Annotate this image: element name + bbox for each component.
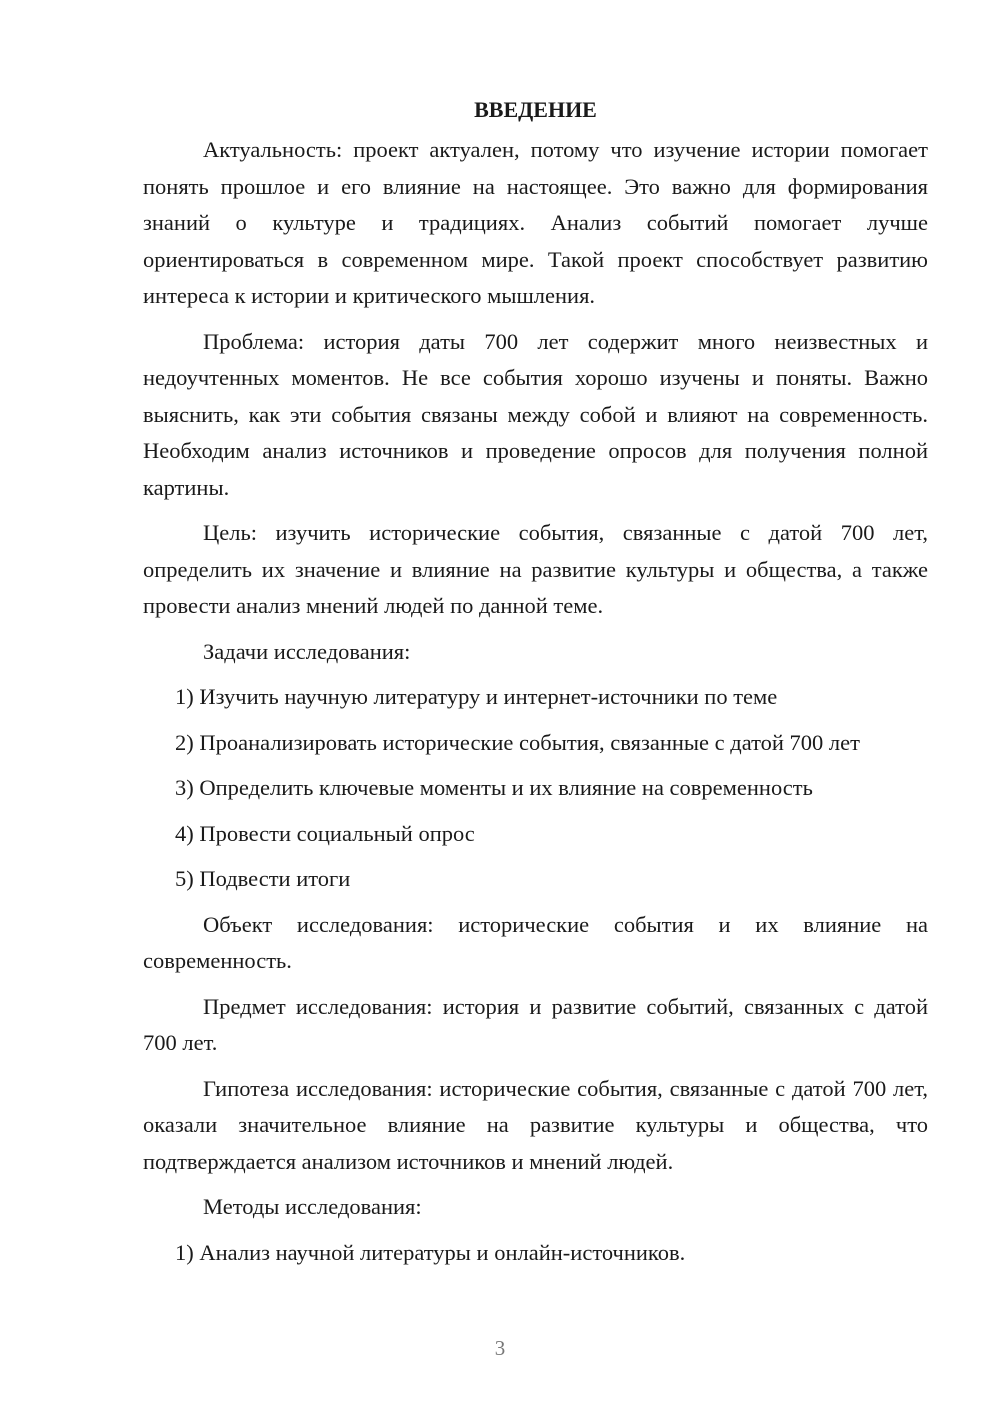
- methods-heading: Методы исследования:: [203, 1194, 422, 1219]
- task-item: 1) Изучить научную литературу и интернет-источники по теме: [175, 684, 778, 709]
- task-item: 2) Проанализировать исторические события, связанные с датой 700 лет: [175, 729, 860, 755]
- goal-paragraph: Цель: изучить исторические события, связанные с датой 700 лет, определить их значение и влияние на развитие культуры и общества, а также провести анализ мнений людей по данной теме.: [143, 520, 928, 618]
- hypothesis-paragraph: Гипотеза исследования: исторические события, связанные с датой 700 лет, оказали значительное влияние на развитие культуры и общества, что подтверждается анализом источников и мнений людей.: [143, 1075, 928, 1174]
- relevance-paragraph: Актуальность: проект актуален, потому что изучение истории помогает понять прошлое и его влияние на настоящее. Это важно для формирования знаний о культуре и традициях. Анализ событий помогает лучше ориентироваться в современном мире. Такой проект способствует развитию интереса к истории и критического мышления.: [143, 137, 928, 308]
- subject-paragraph: Предмет исследования: история и развитие событий, связанных с датой 700 лет.: [143, 993, 928, 1055]
- task-item: 4) Провести социальный опрос: [175, 820, 475, 846]
- problem-paragraph: Проблема: история даты 700 лет содержит много неизвестных и недоучтенных моментов. Не все события хорошо изучены и поняты. Важно выяснить, как эти события связаны между собой и влияют на современность. Необходим анализ источников и проведение опросов для получения полной картины.: [143, 328, 928, 500]
- section-title: ВВЕДЕНИЕ: [474, 97, 597, 122]
- method-item: 1) Анализ научной литературы и онлайн-источников.: [175, 1239, 686, 1265]
- document-page: [143, 92, 928, 1280]
- tasks-heading: Задачи исследования:: [203, 638, 411, 664]
- object-paragraph: Объект исследования: исторические события и их влияние на современность.: [143, 911, 928, 973]
- task-item: 5) Подвести итоги: [175, 866, 351, 891]
- task-item: 3) Определить ключевые моменты и их влияние на современность: [175, 775, 813, 800]
- page-number: 3: [494, 1336, 506, 1360]
